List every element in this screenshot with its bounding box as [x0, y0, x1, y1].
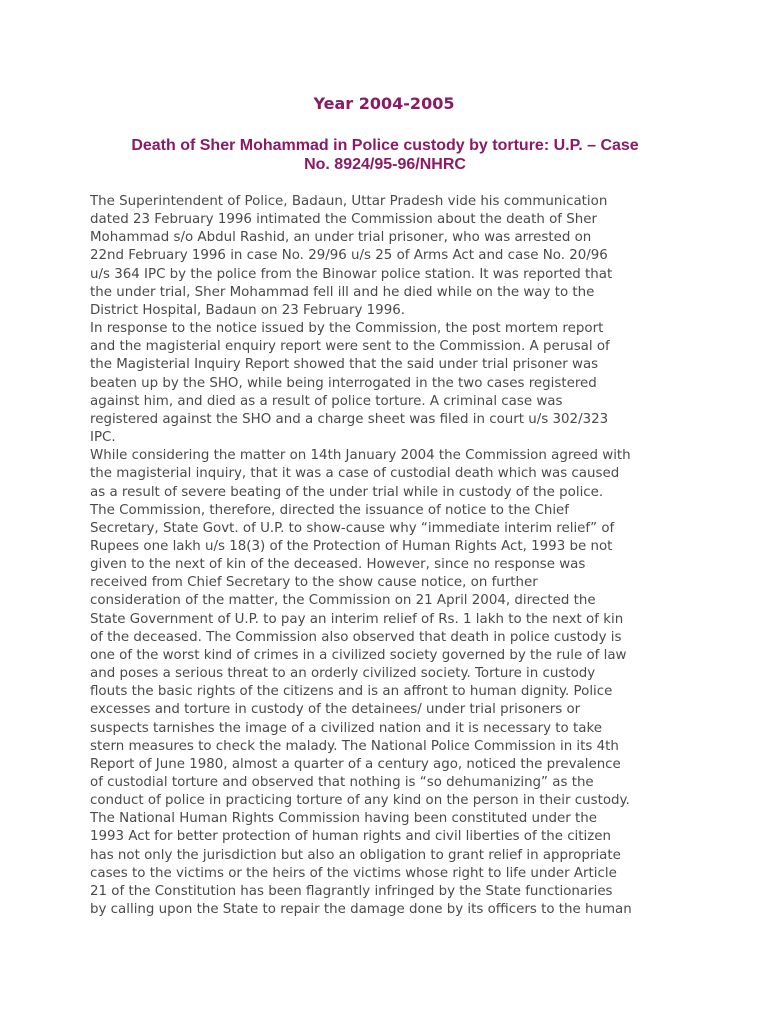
body-line: the Magisterial Inquiry Report showed that the said under trial prisoner was: [90, 357, 599, 373]
body-line: conduct of police in practicing torture of any kind on the person in their custody.: [90, 793, 630, 809]
body-line: 21 of the Constitution has been flagrantly infringed by the State functionaries: [90, 883, 613, 899]
body-line: 22nd February 1996 in case No. 29/96 u/s 25 of Arms Act and case No. 20/96: [90, 248, 608, 264]
body-line: The Superintendent of Police, Badaun, Uttar Pradesh vide his communication: [90, 194, 608, 209]
body-line: and the magisterial enquiry report were sent to the Commission. A perusal of: [90, 339, 610, 355]
body-line: registered against the SHO and a charge sheet was filed in court u/s 302/323: [90, 411, 609, 427]
body-line: given to the next of kin of the deceased. However, since no response was: [90, 557, 586, 573]
body-line: and poses a serious threat to an orderly civilized society. Torture in custody: [90, 666, 596, 682]
body-line: excesses and torture in custody of the detainees/ under trial prisoners or: [90, 702, 581, 718]
body-line: cases to the victims or the heirs of the victims whose right to life under Article: [90, 865, 617, 881]
body-line: stern measures to check the malady. The National Police Commission in its 4th: [90, 738, 619, 754]
year-heading: Year 2004-2005: [313, 94, 455, 113]
body-line: IPC.: [90, 430, 116, 446]
body-line: against him, and died as a result of police torture. A criminal case was: [90, 393, 563, 409]
case-body-text: [90, 193, 686, 919]
body-line: While considering the matter on 14th January 2004 the Commission agreed with: [90, 448, 631, 464]
body-line: The National Human Rights Commission having been constituted under the: [90, 811, 597, 827]
case-title-line-1: Death of Sher Mohammad in Police custody by torture: U.P. – Case: [131, 137, 639, 154]
body-line: one of the worst kind of crimes in a civilized society governed by the rule of law: [90, 647, 627, 663]
body-line: the under trial, Sher Mohammad fell ill and he died while on the way to the: [90, 284, 595, 300]
body-line: u/s 364 IPC by the police from the Binowar police station. It was reported that: [90, 266, 613, 282]
body-line: State Government of U.P. to pay an interim relief of Rs. 1 lakh to the next of kin: [90, 611, 624, 627]
body-line: suspects tarnishes the image of a civilized nation and it is necessary to take: [90, 720, 602, 736]
body-line: Report of June 1980, almost a quarter of a century ago, noticed the prevalence: [90, 756, 621, 772]
case-title: [90, 136, 680, 174]
body-line: the magisterial inquiry, that it was a case of custodial death which was caused: [90, 466, 620, 482]
body-line: received from Chief Secretary to the show cause notice, on further: [90, 575, 538, 591]
body-line: District Hospital, Badaun on 23 February 1996.: [90, 302, 405, 318]
body-line: of the deceased. The Commission also observed that death in police custody is: [90, 629, 622, 645]
body-line: dated 23 February 1996 intimated the Commission about the death of Sher: [90, 212, 597, 228]
body-line: consideration of the matter, the Commission on 21 April 2004, directed the: [90, 593, 596, 609]
body-line: The Commission, therefore, directed the issuance of notice to the Chief: [90, 502, 570, 518]
body-line: 1993 Act for better protection of human rights and civil liberties of the citizen: [90, 829, 612, 845]
body-line: flouts the basic rights of the citizens and is an affront to human dignity. Police: [90, 684, 613, 700]
body-line: Secretary, State Govt. of U.P. to show-cause why “immediate interim relief” of: [90, 520, 615, 536]
body-line: beaten up by the SHO, while being interrogated in the two cases registered: [90, 375, 597, 391]
body-line: as a result of severe beating of the under trial while in custody of the police.: [90, 484, 604, 500]
body-line: Rupees one lakh u/s 18(3) of the Protection of Human Rights Act, 1993 be not: [90, 538, 613, 554]
body-line: In response to the notice issued by the Commission, the post mortem report: [90, 321, 604, 337]
body-line: by calling upon the State to repair the damage done by its officers to the human: [90, 902, 632, 918]
case-title-line-2: No. 8924/95-96/NHRC: [304, 156, 466, 173]
body-line: has not only the jurisdiction but also an obligation to grant relief in appropriate: [90, 847, 621, 863]
body-line: of custodial torture and observed that nothing is “so dehumanizing” as the: [90, 775, 594, 790]
body-line: Mohammad s/o Abdul Rashid, an under trial prisoner, who was arrested on: [90, 230, 592, 246]
